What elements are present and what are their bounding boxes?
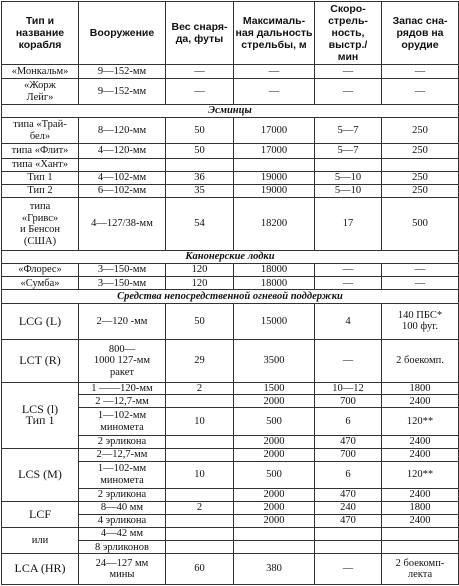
cell: — — [166, 64, 234, 78]
cell: 2 боекомп. — [382, 340, 459, 383]
cell: LCF — [2, 501, 79, 527]
cell — [234, 541, 315, 554]
cell: 5—7 — [315, 118, 382, 144]
cell: 2 боекомп- лекта — [382, 554, 459, 585]
cell — [382, 528, 459, 541]
cell: или — [2, 528, 79, 554]
cell — [166, 395, 234, 408]
table-row — [2, 554, 459, 585]
cell: «Флорес» — [2, 264, 79, 277]
table-row — [2, 501, 459, 514]
cell: типа «Флит» — [2, 144, 79, 158]
cell: 10—12 — [315, 382, 382, 395]
cell: 36 — [166, 171, 234, 184]
cell — [166, 158, 234, 171]
cell: 1—102-мм миномета — [79, 408, 166, 435]
cell: 4—102-мм — [79, 171, 166, 184]
cell: 250 — [382, 184, 459, 197]
cell: 2000 — [234, 395, 315, 408]
cell: 4 — [315, 303, 382, 340]
cell: 2000 — [234, 449, 315, 462]
cell: LCS (l) Тип 1 — [2, 382, 79, 448]
cell: 6 — [315, 462, 382, 488]
cell: 700 — [315, 395, 382, 408]
cell: 700 — [315, 449, 382, 462]
cell — [382, 541, 459, 554]
cell: — — [234, 79, 315, 105]
cell: 50 — [166, 303, 234, 340]
table-row — [2, 144, 459, 158]
cell: 240 — [315, 501, 382, 514]
cell: типа «Трай- бел» — [2, 118, 79, 144]
table-row — [2, 184, 459, 197]
cell — [79, 158, 166, 171]
cell: 120 — [166, 264, 234, 277]
table-row — [2, 264, 459, 277]
cell: 3500 — [234, 340, 315, 383]
table-row — [2, 449, 459, 462]
section-row — [2, 290, 459, 303]
cell: 17000 — [234, 144, 315, 158]
cell: LCG (L) — [2, 303, 79, 340]
cell: — — [315, 264, 382, 277]
header-stock: Запас сна- рядов на орудие — [382, 2, 459, 65]
cell: — — [234, 64, 315, 78]
cell: 10 — [166, 462, 234, 488]
cell: 29 — [166, 340, 234, 383]
cell: 8—120-мм — [79, 118, 166, 144]
table-row — [2, 171, 459, 184]
cell: 2 — [166, 501, 234, 514]
cell: 2400 — [382, 449, 459, 462]
cell: 2000 — [234, 514, 315, 527]
cell — [166, 541, 234, 554]
cell: LCT (R) — [2, 340, 79, 383]
cell: Тип 2 — [2, 184, 79, 197]
cell: — — [315, 277, 382, 290]
cell: 250 — [382, 118, 459, 144]
header-shell-weight: Вес снаря- да, футы — [166, 2, 234, 65]
cell: 470 — [315, 435, 382, 448]
cell: 9—152-мм — [79, 64, 166, 78]
section-title: Средства непосредственной огневой поддержки — [2, 290, 459, 303]
cell: — — [382, 64, 459, 78]
cell — [315, 158, 382, 171]
cell: 15000 — [234, 303, 315, 340]
cell: LCA (HR) — [2, 554, 79, 585]
header-ship: Тип и название корабля — [2, 2, 79, 65]
cell: 1 ——120-мм — [79, 382, 166, 395]
cell: 1500 — [234, 382, 315, 395]
cell: 18000 — [234, 277, 315, 290]
cell: 8—40 мм — [79, 501, 166, 514]
cell: 2 эрликона — [79, 488, 166, 501]
cell: 5—10 — [315, 171, 382, 184]
table-row — [2, 340, 459, 383]
cell: 4—127/38-мм — [79, 198, 166, 251]
cell: 4—42 мм — [79, 528, 166, 541]
cell: 3—150-мм — [79, 264, 166, 277]
cell: — — [315, 340, 382, 383]
cell: 2000 — [234, 488, 315, 501]
cell: 4 эрликона — [79, 514, 166, 527]
cell — [382, 158, 459, 171]
cell: 120** — [382, 462, 459, 488]
header-range: Максималь- ная дальность стрельбы, м — [234, 2, 315, 65]
cell: 2400 — [382, 514, 459, 527]
cell: «Жорж Лейг» — [2, 79, 79, 105]
cell: 6—102-мм — [79, 184, 166, 197]
cell: 470 — [315, 488, 382, 501]
cell: 5—10 — [315, 184, 382, 197]
cell: 1800 — [382, 382, 459, 395]
cell: 4—120-мм — [79, 144, 166, 158]
cell: 18200 — [234, 198, 315, 251]
cell: 24—127 мм мины — [79, 554, 166, 585]
cell: 2 — [166, 382, 234, 395]
cell: 9—152-мм — [79, 79, 166, 105]
cell: 1800 — [382, 501, 459, 514]
cell: 54 — [166, 198, 234, 251]
cell: 500 — [234, 462, 315, 488]
cell: 2400 — [382, 488, 459, 501]
table-row — [2, 118, 459, 144]
ship-armament-table — [1, 1, 459, 585]
cell: — — [382, 277, 459, 290]
cell: типа «Хант» — [2, 158, 79, 171]
cell — [234, 528, 315, 541]
cell: — — [382, 264, 459, 277]
cell: типа «Гривс» и Бенсон (США) — [2, 198, 79, 251]
cell: 800— 1000 127-мм ракет — [79, 340, 166, 383]
header-rate: Скоро- стрель- ность, выстр./ мин — [315, 2, 382, 65]
cell: 17 — [315, 198, 382, 251]
cell: 250 — [382, 144, 459, 158]
cell: «Монкальм» — [2, 64, 79, 78]
cell: — — [315, 554, 382, 585]
header-armament: Вооружение — [79, 2, 166, 65]
cell: 2 эрликона — [79, 435, 166, 448]
cell: 2—120 -мм — [79, 303, 166, 340]
cell: 500 — [382, 198, 459, 251]
cell: — — [315, 79, 382, 105]
cell — [315, 528, 382, 541]
cell: 10 — [166, 408, 234, 435]
cell — [315, 541, 382, 554]
cell: — — [315, 64, 382, 78]
cell: 470 — [315, 514, 382, 527]
cell: 19000 — [234, 171, 315, 184]
cell: — — [166, 79, 234, 105]
cell — [166, 488, 234, 501]
cell — [166, 435, 234, 448]
cell: 2400 — [382, 435, 459, 448]
cell: 17000 — [234, 118, 315, 144]
cell: 120 — [166, 277, 234, 290]
cell — [166, 449, 234, 462]
cell: 6 — [315, 408, 382, 435]
cell: 380 — [234, 554, 315, 585]
cell: 50 — [166, 118, 234, 144]
cell: 18000 — [234, 264, 315, 277]
cell: — — [382, 79, 459, 105]
cell: 2400 — [382, 395, 459, 408]
table-row — [2, 79, 459, 105]
cell: LCS (M) — [2, 449, 79, 502]
cell: 8 эрликонов — [79, 541, 166, 554]
section-title: Эсминцы — [2, 105, 459, 118]
cell: 19000 — [234, 184, 315, 197]
table-row — [2, 158, 459, 171]
table-row — [2, 382, 459, 395]
cell: 50 — [166, 144, 234, 158]
cell: 140 ПБС* 100 фуг. — [382, 303, 459, 340]
table-row — [2, 277, 459, 290]
table-row — [2, 528, 459, 541]
cell: 2 —12,7-мм — [79, 395, 166, 408]
section-row — [2, 250, 459, 263]
table-row — [2, 303, 459, 340]
cell — [234, 158, 315, 171]
cell — [166, 528, 234, 541]
cell: 35 — [166, 184, 234, 197]
cell: 2—12,7-мм — [79, 449, 166, 462]
cell: 120** — [382, 408, 459, 435]
cell: 2000 — [234, 501, 315, 514]
cell: Тип 1 — [2, 171, 79, 184]
cell — [166, 514, 234, 527]
cell: 60 — [166, 554, 234, 585]
cell: 500 — [234, 408, 315, 435]
header-row — [2, 2, 459, 65]
cell: 250 — [382, 171, 459, 184]
cell: 3—150-мм — [79, 277, 166, 290]
cell: 5—7 — [315, 144, 382, 158]
table-row — [2, 64, 459, 78]
cell: «Сумба» — [2, 277, 79, 290]
section-row — [2, 105, 459, 118]
section-title: Канонерские лодки — [2, 250, 459, 263]
cell: 2000 — [234, 435, 315, 448]
cell: 1—102-мм миномета — [79, 462, 166, 488]
table-row — [2, 198, 459, 251]
